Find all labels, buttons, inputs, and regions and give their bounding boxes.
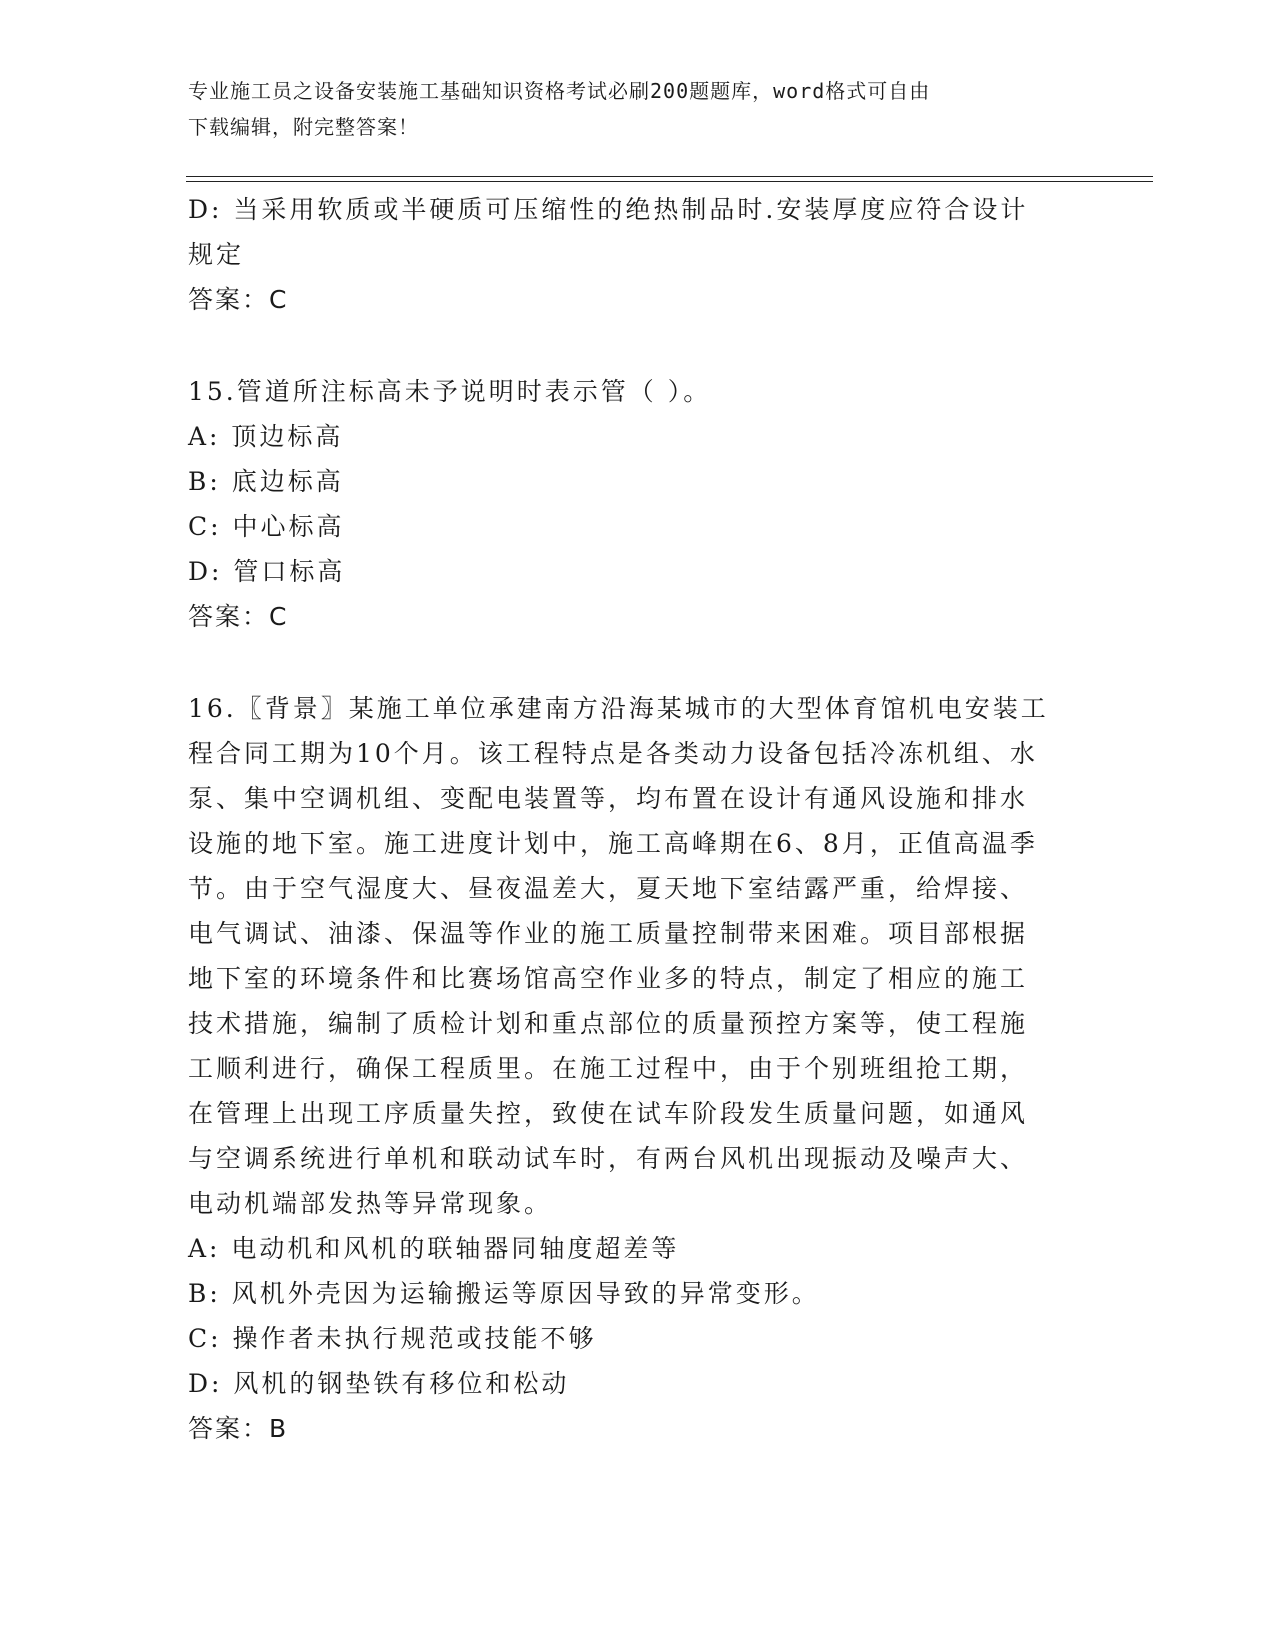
header-line-1: 专业施工员之设备安装施工基础知识资格考试必刷200题题库，word格式可自由	[188, 79, 931, 103]
spacer	[188, 322, 1088, 369]
option-d-line-1: D: 当采用软质或半硬质可压缩性的绝热制品时.安装厚度应符合设计	[188, 195, 1029, 224]
question-stem-line: 16.〖背景〗某施工单位承建南方沿海某城市的大型体育馆机电安装工	[188, 694, 1049, 723]
question-stem-line: 节。由于空气湿度大、昼夜温差大，夏天地下室结露严重，给焊接、	[188, 874, 1029, 903]
question-stem-line: 泵、集中空调机组、变配电装置等，均布置在设计有通风设施和排水	[188, 784, 1029, 813]
question-stem: 15.管道所注标高未予说明时表示管（ ）。	[188, 377, 712, 406]
answer-line: 答案：C	[188, 285, 289, 314]
question-stem-line: 电气调试、油漆、保温等作业的施工质量控制带来困难。项目部根据	[188, 919, 1029, 948]
question-stem-line: 技术措施，编制了质检计划和重点部位的质量预控方案等，使工程施	[188, 1009, 1029, 1038]
option-a: A: 顶边标高	[188, 422, 344, 451]
option-d: D: 风机的钢垫铁有移位和松动	[188, 1369, 570, 1398]
option-b: B: 底边标高	[188, 467, 344, 496]
option-b: B: 风机外壳因为运输搬运等原因导致的异常变形。	[188, 1279, 820, 1308]
answer-line: 答案：C	[188, 602, 289, 631]
spacer	[188, 639, 1088, 686]
header-line-2: 下载编辑，附完整答案！	[188, 115, 419, 139]
page-content	[188, 187, 1088, 1451]
question-stem-line: 地下室的环境条件和比赛场馆高空作业多的特点，制定了相应的施工	[188, 964, 1029, 993]
question-stem-line: 设施的地下室。施工进度计划中，施工高峰期在6、8月，正值高温季	[188, 829, 1038, 858]
option-d-line-2: 规定	[188, 240, 245, 269]
prev-question-tail	[188, 187, 1088, 322]
header-rule-bottom	[186, 181, 1153, 182]
question-stem-line: 在管理上出现工序质量失控，致使在试车阶段发生质量问题，如通风	[188, 1099, 1029, 1128]
question-stem-line: 工顺利进行，确保工程质里。在施工过程中，由于个别班组抢工期，	[188, 1054, 1029, 1083]
answer-line: 答案：B	[188, 1414, 289, 1443]
header-rule-top	[186, 176, 1153, 177]
option-c: C: 操作者未执行规范或技能不够	[188, 1324, 597, 1353]
question-stem-line: 电动机端部发热等异常现象。	[188, 1189, 553, 1218]
question-stem-line: 与空调系统进行单机和联动试车时，有两台风机出现振动及噪声大、	[188, 1144, 1029, 1173]
document-header	[188, 73, 1068, 145]
question-16	[188, 686, 1088, 1451]
question-15	[188, 369, 1088, 639]
option-a: A: 电动机和风机的联轴器同轴度超差等	[188, 1234, 680, 1263]
option-c: C: 中心标高	[188, 512, 345, 541]
option-d: D: 管口标高	[188, 557, 346, 586]
question-stem-line: 程合同工期为10个月。该工程特点是各类动力设备包括冷冻机组、水	[188, 739, 1038, 768]
